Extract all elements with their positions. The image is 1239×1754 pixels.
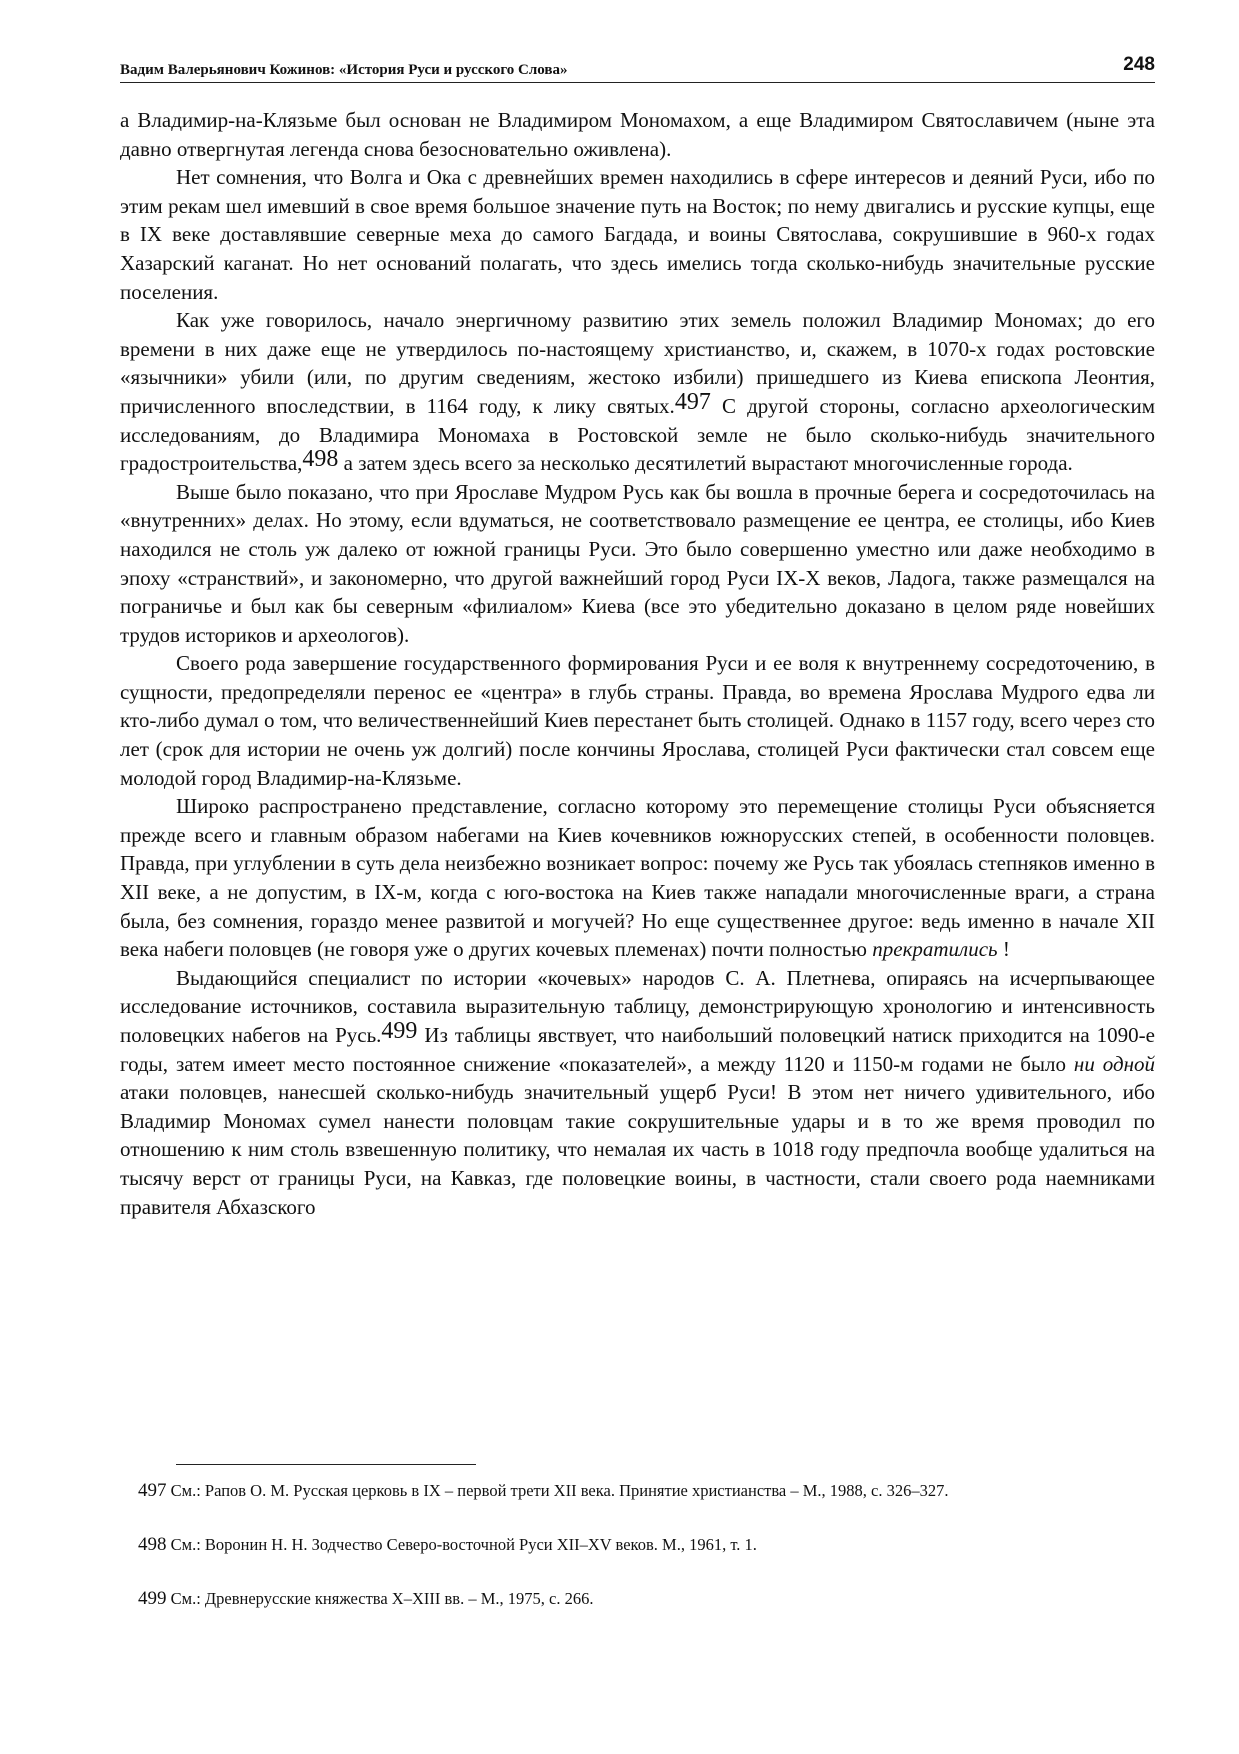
footnote-number: 499 xyxy=(138,1588,167,1609)
paragraph-7-text-a: Выдающийся специалист по истории «кочевых» народов С. А. Плетнева, опираясь на исчерпывающее исследование источников, составила выразительную таблицу, демонстрирующую хронологию и интенсивность половецких набегов на Русь. xyxy=(120,965,1155,1047)
footnote-text: См.: Древнерусские княжества X–XIII вв. – М., 1975, с. 266. xyxy=(166,1589,594,1608)
paragraph-6-text-b: ! xyxy=(997,937,1010,962)
footnote-498 xyxy=(120,1532,1155,1558)
running-header xyxy=(120,52,1155,82)
footnote-text: См.: Рапов О. М. Русская церковь в IX – первой трети XII века. Принятие христианства – М., 1988, с. 326–327. xyxy=(166,1481,949,1500)
paragraph-2: Нет сомнения, что Волга и Ока с древнейших времен находились в сфере интересов и деяний Руси, ибо по этим рекам шел имевший в свое время большое значение путь на Восток; по нему двигались и русские купцы, еще в IX веке доставлявшие северные меха до самого Багдада, и воины Святослава, сокрушившие в 960-х годах Хазарский каганат. Но нет оснований полагать, что здесь имелись тогда сколько-нибудь значительные русские поселения. xyxy=(120,165,1155,304)
paragraph-7-text-b: Из таблицы явствует, что наибольший половецкий натиск приходится на 1090-е годы, затем имеет место постоянное снижение «показателей», а между 1120 и 1150-м годами не было xyxy=(120,1023,1155,1076)
paragraph-6 xyxy=(120,792,1155,964)
footnote-ref-497[interactable]: 497 xyxy=(674,388,711,415)
paragraph-1: а Владимир-на-Клязьме был основан не Владимиром Мономахом, а еще Владимиром Святославичем (ныне эта давно отвергнутая легенда снова безосновательно оживлена). xyxy=(120,108,1155,161)
paragraph-6-text-a: Широко распространено представление, согласно которому это перемещение столицы Руси объясняется прежде всего и главным образом набегами на Киев кочевников южнорусских степей, в особенности половцев. Правда, при углублении в суть дела неизбежно возникает вопрос: почему же Русь так убоялась степняков именно в XII веке, а не допустим, в IX-м, когда с юго-востока на Киев также нападали многочисленные враги, а страна была, без сомнения, гораздо менее развитой и могучей? Но еще существеннее другое: ведь именно в начале XII века набеги половцев (не говоря уже о других кочевых племенах) почти полностью xyxy=(120,794,1155,962)
paragraph-5: Своего рода завершение государственного формирования Руси и ее воля к внутреннему сосредоточению, в сущности, предопределяли перенос ее «центра» в глубь страны. Правда, во времена Ярослава Мудрого едва ли кто-либо думал о том, что величественнейший Киев перестанет быть столицей. Однако в 1157 году, всего через сто лет (срок для истории не очень уж долгий) после кончины Ярослава, столицей Руси фактически стал совсем еще молодой город Владимир-на-Клязьме. xyxy=(120,651,1155,790)
header-divider xyxy=(120,82,1155,83)
paragraph-3 xyxy=(120,306,1155,478)
footnote-number: 497 xyxy=(138,1480,167,1501)
page-number: 248 xyxy=(1123,54,1155,75)
footnotes xyxy=(120,1478,1155,1640)
footnote-499 xyxy=(120,1586,1155,1612)
main-text xyxy=(120,106,1155,1221)
footnote-divider xyxy=(176,1464,476,1465)
paragraph-7-text-c: атаки половцев, нанесшей сколько-нибудь значительный ущерб Руси! В этом нет ничего удивительного, ибо Владимир Мономах сумел нанести половцам такие сокрушительные удары и в то же время проводил по отношению к ним столь взвешенную политику, что немалая их часть в 1018 году предпочла вообще удалиться на тысячу верст от границы Руси, на Кавказ, где половецкие воины, в частности, стали своего рода наемниками правителя Абхазского xyxy=(120,1080,1155,1219)
paragraph-7 xyxy=(120,964,1155,1221)
paragraph-6-emphasis: прекратились xyxy=(872,937,998,962)
footnote-ref-499[interactable]: 499 xyxy=(381,1018,418,1044)
header-title: Вадим Валерьянович Кожинов: «История Руси и русского Слова» xyxy=(120,62,568,78)
footnote-number: 498 xyxy=(138,1534,167,1555)
document-page xyxy=(120,0,1155,1754)
paragraph-3-text-c: а затем здесь всего за несколько десятилетий вырастают многочисленные города. xyxy=(338,451,1073,476)
paragraph-4: Выше было показано, что при Ярославе Мудром Русь как бы вошла в прочные берега и сосредоточилась на «внутренних» делах. Но этому, если вдуматься, не соответствовало размещение ее центра, ее столицы, ибо Киев находился не столь уж далеко от южной границы Руси. Это было совершенно уместно или даже необходимо в эпоху «странствий», и закономерно, что другой важнейший город Руси IX-X веков, Ладога, также размещался на пограничье и был как бы северным «филиалом» Киева (все это убедительно доказано в целом ряде новейших трудов историков и археологов). xyxy=(120,479,1155,647)
footnote-497 xyxy=(120,1478,1155,1504)
footnote-ref-498[interactable]: 498 xyxy=(302,446,339,473)
paragraph-7-emphasis: ни одной xyxy=(1073,1051,1155,1076)
footnote-text: См.: Воронин Н. Н. Зодчество Северо-восточной Руси XII–XV веков. М., 1961, т. 1. xyxy=(166,1535,757,1554)
paragraph-3-text-b: С другой стороны, согласно археологическим исследованиям, до Владимира Мономаха в Ростовской земле не было сколько-нибудь значительного градостроительства, xyxy=(120,393,1155,476)
paragraph-3-text-a: Как уже говорилось, начало энергичному развитию этих земель положил Владимир Мономах; до его времени в них даже еще не утвердилось по-настоящему христианство, и, скажем, в 1070-х годах ростовские «язычники» убили (или, по другим сведениям, жестоко избили) пришедшего из Киева епископа Леонтия, причисленного впоследствии, в 1164 году, к лику святых. xyxy=(120,308,1155,418)
